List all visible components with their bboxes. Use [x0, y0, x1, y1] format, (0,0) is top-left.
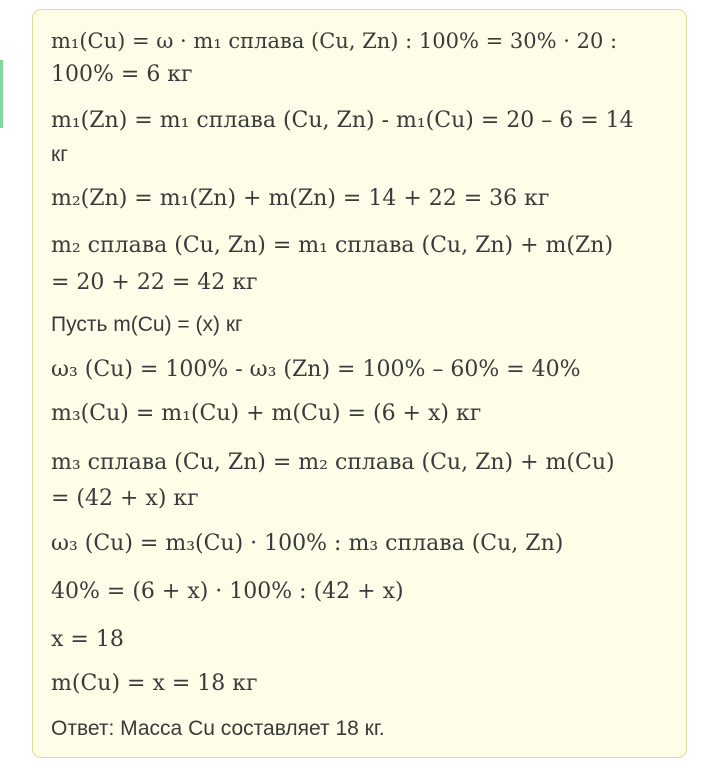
solution-line-16: m(Cu) = x = 18 кг — [51, 671, 258, 696]
solution-line-14: 40% = (6 + x) · 100% : (42 + x) — [51, 579, 404, 604]
solution-answer: Ответ: Масса Cu составляет 18 кг. — [51, 717, 385, 740]
solution-line-8: Пусть m(Cu) = (x) кг — [51, 313, 243, 336]
solution-card — [32, 9, 687, 758]
left-accent-bar — [0, 60, 3, 128]
solution-line-5: m₂(Zn) = m₁(Zn) + m(Zn) = 14 + 22 = 36 кг — [51, 186, 550, 211]
solution-line-12: = (42 + x) кг — [51, 486, 199, 511]
solution-line-15: x = 18 — [51, 627, 124, 652]
solution-line-11: m₃ сплава (Cu, Zn) = m₂ сплава (Cu, Zn) + m(Cu) — [51, 450, 615, 475]
solution-line-4: кг — [51, 143, 68, 166]
solution-line-9: ω₃ (Cu) = 100% - ω₃ (Zn) = 100% – 60% = 40% — [51, 357, 581, 382]
solution-line-13: ω₃ (Cu) = m₃(Cu) · 100% : m₃ сплава (Cu, Zn) — [51, 531, 564, 556]
solution-line-2: 100% = 6 кг — [51, 62, 193, 87]
solution-line-6: m₂ сплава (Cu, Zn) = m₁ сплава (Cu, Zn) + m(Zn) — [51, 233, 614, 258]
solution-line-1: m₁(Cu) = ω · m₁ сплава (Cu, Zn) : 100% = 30% · 20 : — [51, 29, 618, 53]
solution-line-3: m₁(Zn) = m₁ сплава (Cu, Zn) - m₁(Cu) = 20 – 6 = 14 — [51, 108, 634, 133]
solution-line-7: = 20 + 22 = 42 кг — [51, 270, 258, 295]
solution-line-10: m₃(Cu) = m₁(Cu) + m(Cu) = (6 + x) кг — [51, 401, 482, 426]
